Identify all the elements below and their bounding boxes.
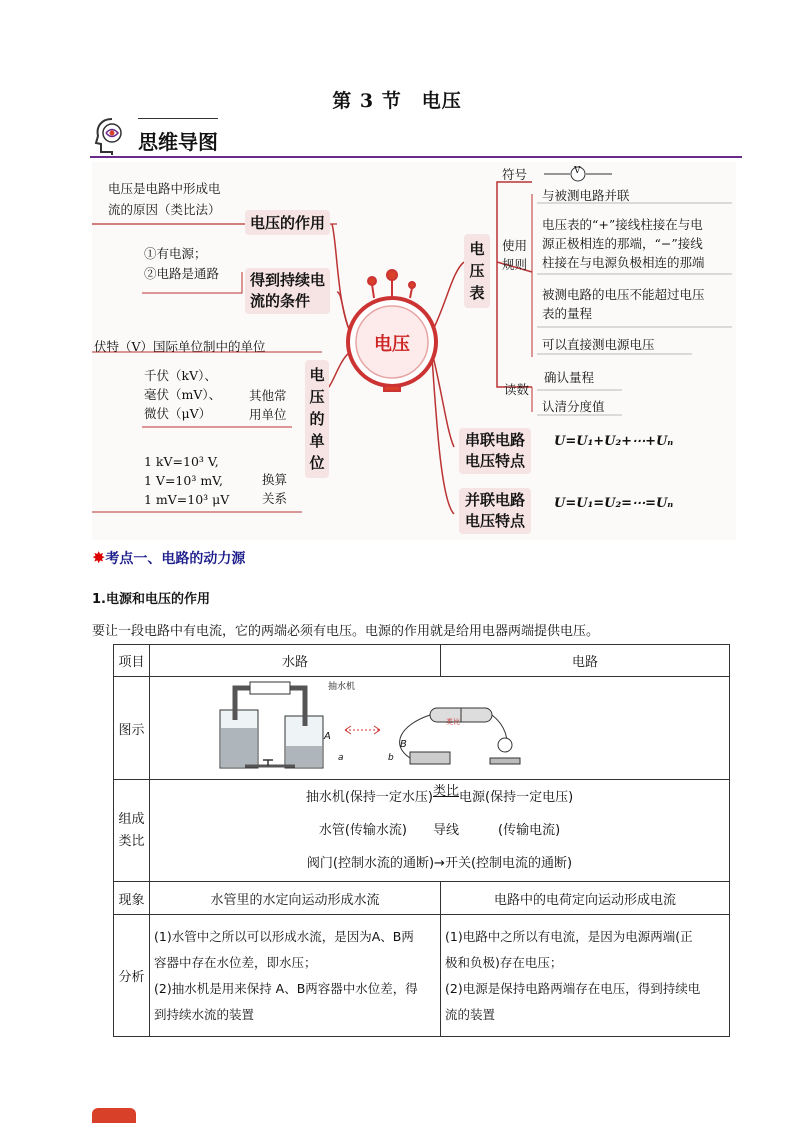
parallel-node-line: 并联电路 (465, 491, 526, 509)
unit-node-char: 单 (309, 432, 325, 450)
parallel-rule: 与被测电路并联 (542, 188, 630, 203)
unit-mv: 毫伏（mV）、 (144, 387, 222, 402)
analysis-line: 极和负极)存在电压； (445, 954, 563, 970)
voltmeter-symbol (544, 164, 614, 184)
unit-main: 伏特（V）国际单位制中的单位 (94, 339, 266, 354)
conversion-label (262, 470, 287, 508)
analysis-circuit (441, 915, 730, 1037)
cond-node-line1: 得到持续电 (250, 271, 326, 289)
water-circuit-illustration (205, 680, 675, 776)
unit-kv: 千伏（kV）、 (144, 368, 217, 383)
series-node (459, 428, 531, 474)
header-item: 项目 (114, 645, 150, 677)
reading-1: 确认量程 (544, 370, 595, 385)
series-node-line: 电压特点 (465, 452, 526, 470)
analysis-line: (1)水管中之所以可以形成水流，是因为A、B两 (154, 928, 414, 944)
cond-text-2: ②电路是通路 (144, 266, 220, 281)
analogy-cell (150, 780, 730, 882)
conversions (144, 452, 229, 509)
star-icon: ✸ (92, 548, 106, 567)
analogy-label-line: 组成 (118, 811, 145, 827)
role-text-1: 电压是电路中形成电 (108, 181, 221, 196)
role-node: 电压的作用 (245, 210, 330, 235)
unit-node-char: 压 (309, 388, 325, 406)
reading-label: 读数 (504, 382, 530, 397)
analogy-line-3 (154, 847, 725, 880)
page-title: 第 3 节 电压 (332, 90, 462, 112)
footer-tab (92, 1108, 136, 1123)
usage-label-line: 规则 (502, 257, 528, 272)
analysis-line: 到持续水流的装置 (154, 1006, 255, 1022)
parallel-node (459, 488, 531, 534)
meter-node-char: 表 (469, 284, 485, 302)
figure-cell (150, 677, 730, 780)
rule-2 (542, 285, 705, 323)
meter-node-char: 压 (469, 262, 485, 280)
table-row (114, 915, 730, 1037)
conversion-line: 1 V=10³ mV, (144, 473, 223, 488)
analogy-valve: 阀门(控制水流的通断) (306, 856, 435, 871)
analysis-line: 流的装置 (445, 1006, 496, 1022)
mindmap (92, 162, 736, 540)
row-figure-label: 图示 (114, 677, 150, 780)
cond-text-1: ①有电源； (144, 246, 207, 261)
analogy-line-1 (154, 781, 725, 814)
analogy-label-line: 类比 (118, 833, 145, 849)
conv-label-line: 换算 (262, 472, 288, 487)
series-node-line: 串联电路 (465, 431, 526, 449)
row-analogy-label (114, 780, 150, 882)
analogy-line-2 (154, 814, 725, 847)
table-row (114, 645, 730, 677)
analogy-compare: 类比 (432, 784, 459, 799)
other-units (144, 366, 221, 423)
unit-node (305, 360, 329, 478)
header-circuit: 电路 (441, 645, 730, 677)
rule-2-line: 表的量程 (542, 306, 593, 321)
sub-heading: 1.电源和电压的作用 (92, 592, 210, 607)
intro-paragraph: 要让一段电路中有电流，它的两端必须有电压。电源的作用就是给用电器两端提供电压。 (92, 624, 600, 639)
fig-compare-label: 类比 (446, 718, 460, 726)
usage-label (502, 236, 527, 274)
rule-3: 可以直接测电源电压 (542, 337, 655, 352)
unit-node-char: 位 (309, 454, 325, 472)
analysis-line: 容器中存在水位差，即水压； (154, 954, 317, 970)
meter-node (464, 234, 490, 308)
rule-1-line: 柱接在与电源负极相连的那端 (542, 255, 705, 270)
section-heading (92, 548, 245, 568)
analogy-pump: 抽水机(保持一定水压) (305, 790, 433, 805)
analogy-pipe: 水管(传输水流) (318, 823, 407, 838)
brain-head-icon (92, 116, 132, 156)
symbol-label: 符号 (502, 167, 528, 182)
row-phenomenon-label: 现象 (114, 882, 150, 915)
parallel-node-line: 电压特点 (465, 512, 526, 530)
role-text-2: 流的原因（类比法） (108, 202, 221, 217)
table-row (114, 677, 730, 780)
analysis-water (150, 915, 441, 1037)
rule-1-line: 源正极相连的那端，“−”接线 (542, 236, 703, 251)
other-label-line: 用单位 (249, 407, 287, 422)
mindmap-header (90, 116, 742, 158)
usage-label-line: 使用 (502, 238, 528, 253)
mindmap-title: 思维导图 (138, 130, 218, 154)
analogy-current: (传输电流) (498, 823, 561, 838)
analysis-line: (2)抽水机是用来保持 A、B两容器中水位差，得 (154, 980, 418, 996)
rule-1 (542, 215, 705, 272)
cond-node-line2: 流的条件 (250, 292, 311, 310)
analogy-switch: →开关(控制电流的通断) (434, 856, 573, 871)
meter-node-char: 电 (469, 240, 485, 258)
cond-node (245, 268, 330, 314)
analogy-wire: 导线 (432, 823, 459, 838)
row-analysis-label: 分析 (114, 915, 150, 1037)
voltmeter-letter: V (574, 166, 581, 176)
table-row (114, 882, 730, 915)
rule-2-line: 被测电路的电压不能超过电压 (542, 287, 705, 302)
fig-b-small: b (388, 753, 394, 763)
conv-label-line: 关系 (262, 491, 288, 506)
center-node: 电压 (374, 334, 410, 355)
series-formula: U=U₁+U₂+⋯+Uₙ (554, 434, 674, 449)
unit-uv: 微伏（μV） (144, 406, 212, 421)
fig-b-label: B (400, 739, 407, 750)
comparison-table (113, 644, 730, 1037)
phenomenon-water: 水管里的水定向运动形成水流 (150, 882, 441, 915)
other-label-line: 其他常 (249, 388, 287, 403)
analysis-line: (1)电路中之所以有电流，是因为电源两端(正 (445, 928, 693, 944)
phenomenon-circuit: 电路中的电荷定向运动形成电流 (441, 882, 730, 915)
unit-node-char: 电 (309, 366, 325, 384)
analogy-source: 电源(保持一定电压) (459, 790, 574, 805)
header-water: 水路 (150, 645, 441, 677)
table-row (114, 780, 730, 882)
reading-2: 认清分度值 (542, 399, 605, 414)
section-heading-text: 考点一、电路的动力源 (105, 551, 246, 567)
analysis-line: (2)电源是保持电路两端存在电压，得到持续电 (445, 980, 701, 996)
fig-a-small: a (338, 753, 344, 763)
rule-1-line: 电压表的“+”接线柱接在与电 (542, 217, 703, 232)
parallel-formula: U=U₁=U₂=⋯=Uₙ (554, 496, 674, 511)
conversion-line: 1 mV=10³ μV (144, 492, 230, 507)
fig-a-label: A (324, 731, 331, 742)
unit-node-char: 的 (309, 410, 325, 428)
fig-pump-label: 抽水机 (328, 682, 356, 692)
other-units-label (249, 386, 287, 424)
conversion-line: 1 kV=10³ V, (144, 454, 219, 469)
